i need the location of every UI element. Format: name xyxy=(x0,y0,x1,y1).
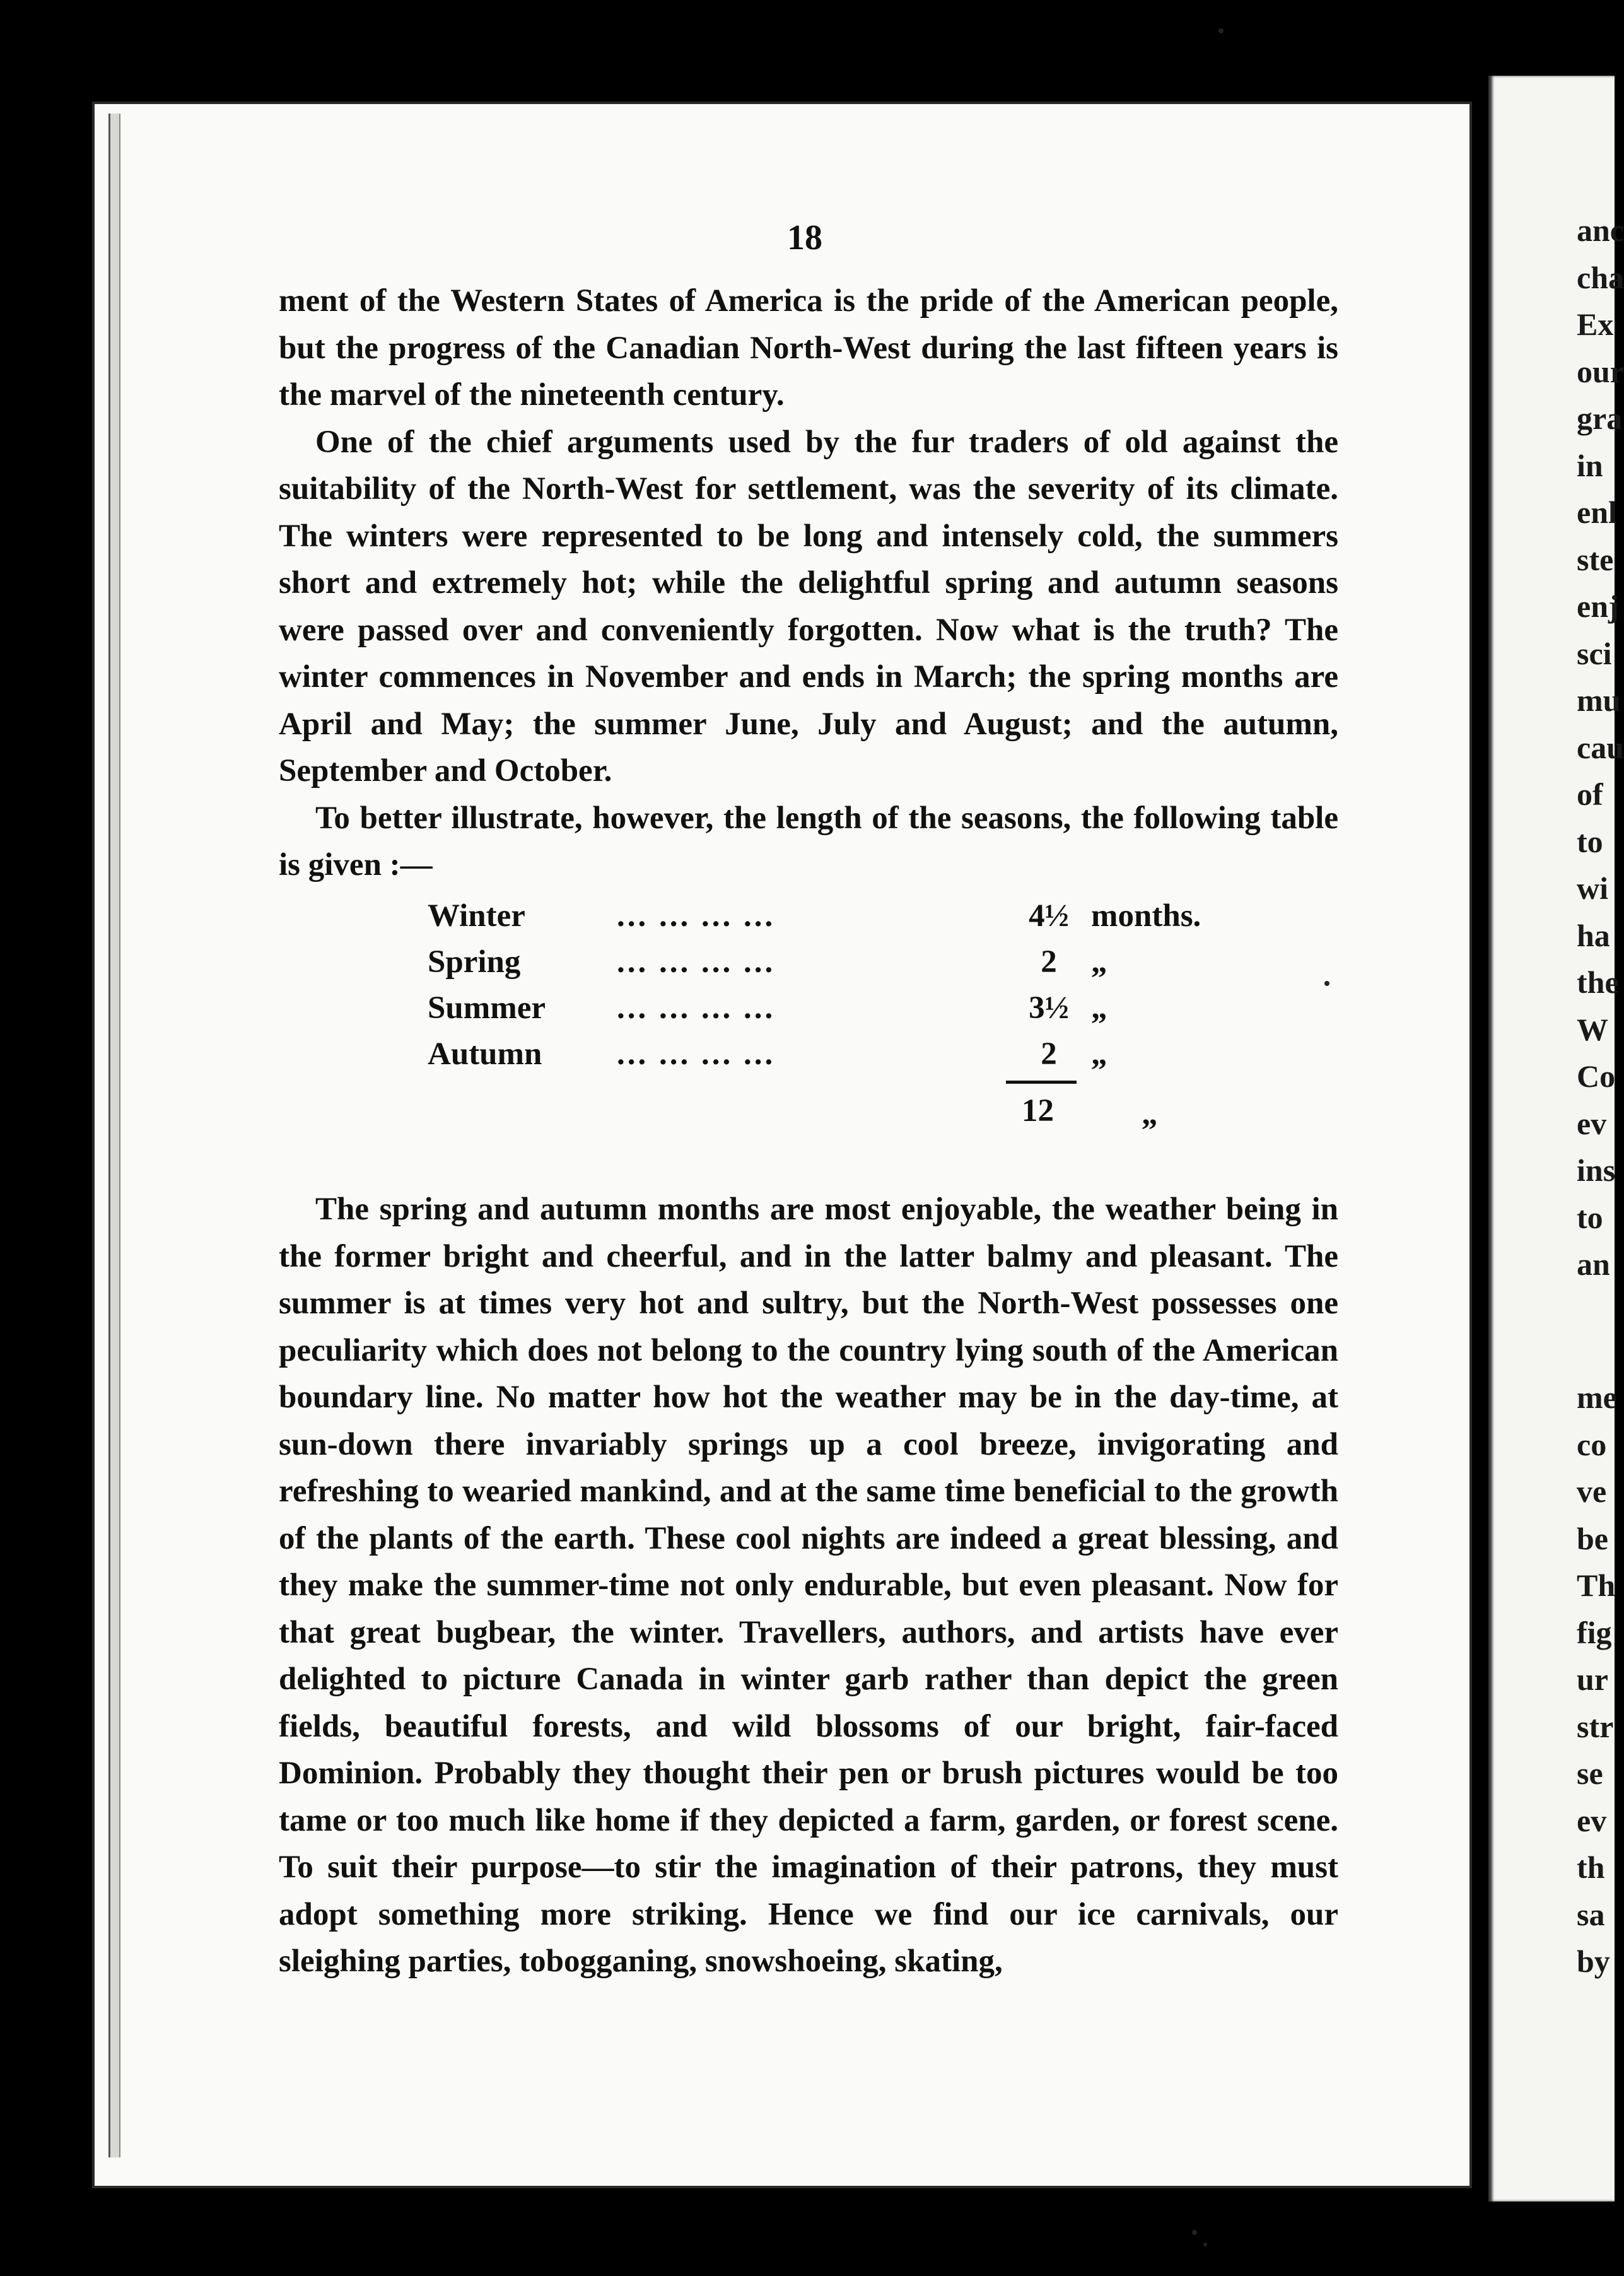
page-binding-edge xyxy=(108,114,120,2157)
facing-page-fragment: ev xyxy=(1577,1105,1607,1141)
dot-leader: ... ... ... ... xyxy=(617,1036,776,1072)
facing-page-fragment: ur xyxy=(1577,1662,1608,1697)
paragraph-continuation: ment of the Western States of America is the pride of the American people, but the progress of the Canadian North-West during the last fifteen years is the marvel of the nineteenth century. xyxy=(279,283,1338,413)
table-row xyxy=(428,1031,1247,1077)
facing-page-fragment: fig xyxy=(1577,1614,1612,1650)
facing-page-fragment: Ex xyxy=(1577,307,1614,342)
facing-page-fragment: co xyxy=(1577,1426,1607,1462)
facing-page-fragment: enl xyxy=(1577,495,1617,530)
season-total: 12 xyxy=(1022,1093,1054,1129)
facing-page-fragment: cau xyxy=(1577,729,1624,765)
season-unit: „ xyxy=(1091,1036,1107,1072)
season-unit: months. xyxy=(1091,898,1201,934)
season-name: Summer xyxy=(428,990,546,1026)
facing-page-fragment: the xyxy=(1577,965,1619,1000)
facing-page-fragment: mu xyxy=(1577,683,1621,718)
facing-page-fragment: ins xyxy=(1577,1153,1616,1188)
facing-page-fragment: W xyxy=(1577,1011,1608,1047)
facing-page-fragment: our xyxy=(1577,353,1624,389)
facing-page-fragment: ste xyxy=(1577,541,1614,577)
dot-leader: ... ... ... ... xyxy=(617,898,776,934)
scan-speck xyxy=(1218,28,1224,33)
facing-page-fragment: ve xyxy=(1577,1474,1607,1509)
season-unit: „ xyxy=(1091,990,1107,1026)
scan-speck xyxy=(1324,981,1329,986)
table-row xyxy=(428,893,1247,939)
seasons-table xyxy=(428,893,1247,1077)
scan-speck xyxy=(1192,2230,1197,2235)
dot-leader: ... ... ... ... xyxy=(617,990,776,1026)
season-total-unit: „ xyxy=(1142,1096,1158,1132)
facing-page-edge xyxy=(1488,76,1624,2202)
season-months: 3½ xyxy=(1029,990,1069,1026)
sum-rule xyxy=(1006,1081,1077,1084)
season-months: 2 xyxy=(1041,1036,1057,1072)
facing-page-fragment: be xyxy=(1577,1520,1608,1556)
facing-page-fragment: to xyxy=(1577,823,1603,859)
scan-speck xyxy=(1203,2243,1207,2246)
facing-page-fragment: to xyxy=(1577,1199,1603,1235)
season-name: Autumn xyxy=(428,1036,542,1072)
facing-page-fragment: sa xyxy=(1577,1896,1605,1932)
paragraph-climate: One of the chief arguments used by the fur traders of old against the suitability of the North-West for settlement, was the severity of its climate. The winters were represented to be long and intensely cold, the summers short and extremely hot; while the delightful spring and autumn seasons were passed over and conveniently forgotten. Now what is the truth? The winter commences in November and ends in March; the spring months are April and May; the summer June, July and August; and the autumn, September and October. xyxy=(279,424,1338,789)
facing-page-fragment: me xyxy=(1577,1380,1617,1415)
facing-page-fragment: sci xyxy=(1577,635,1612,671)
facing-page-fragment: of xyxy=(1577,777,1603,812)
dot-leader: ... ... ... ... xyxy=(617,944,776,980)
facing-page-fragment: ev xyxy=(1577,1802,1607,1838)
facing-page-fragment: gra xyxy=(1577,401,1623,436)
table-row xyxy=(428,939,1247,985)
body-text-bottom xyxy=(279,1186,1338,1985)
facing-page-fragment: cha xyxy=(1577,259,1624,295)
page-number: 18 xyxy=(787,218,822,257)
season-name: Winter xyxy=(428,898,525,934)
season-months: 2 xyxy=(1041,944,1057,980)
table-row xyxy=(428,985,1247,1031)
facing-page-fragment: ha xyxy=(1577,917,1610,953)
facing-page-fragment: se xyxy=(1577,1756,1603,1791)
facing-page-fragment: th xyxy=(1577,1850,1605,1885)
facing-page-fragment: by xyxy=(1577,1944,1610,1979)
paragraph-table-intro: To better illustrate, however, the length of the seasons, the following table is given :— xyxy=(279,800,1338,883)
facing-page-fragment: wi xyxy=(1577,871,1608,906)
season-months: 4½ xyxy=(1029,898,1069,934)
season-unit: „ xyxy=(1091,944,1107,980)
paragraph-seasons: The spring and autumn months are most enjoyable, the weather being in the former bright and cheerful, and in the latter balmy and pleasant. The summer is at times very hot and sultry, but the North-West possesses one peculiarity which does not belong to the country lying south of the American boundary line. No matter how hot the weather may be in the day-time, at sun-down there invariably springs up a cool breeze, invigorating and refreshing to wearied mankind, and at the same time beneficial to the growth of the plants of the earth. These cool nights are indeed a great blessing, and they make the summer-time not only endurable, but even pleasant. Now for that great bugbear, the winter. Travellers, authors, and artists have ever delighted to picture Canada in winter garb rather than depict the green fields, beautiful forests, and wild blossoms of our bright, fair-faced Dominion. Probably they thought their pen or brush pictures would be too tame or too much like home if they depicted a farm, garden, or forest scene. To suit their purpose—to stir the imagination of their patrons, they must adopt something more striking. Hence we find our ice carnivals, our sleighing parties, tobogganing, snowshoeing, skating, xyxy=(279,1192,1338,1979)
facing-page-fragment: enj xyxy=(1577,589,1619,624)
facing-page-fragment: anc xyxy=(1577,213,1624,248)
facing-page-fragment: Co xyxy=(1577,1059,1616,1094)
facing-page-fragment: str xyxy=(1577,1708,1614,1744)
facing-page-fragment: in xyxy=(1577,447,1603,483)
season-name: Spring xyxy=(428,944,521,980)
facing-page-fragment: an xyxy=(1577,1247,1610,1282)
body-text-top xyxy=(279,278,1338,889)
facing-page-fragment: Th xyxy=(1577,1568,1616,1603)
